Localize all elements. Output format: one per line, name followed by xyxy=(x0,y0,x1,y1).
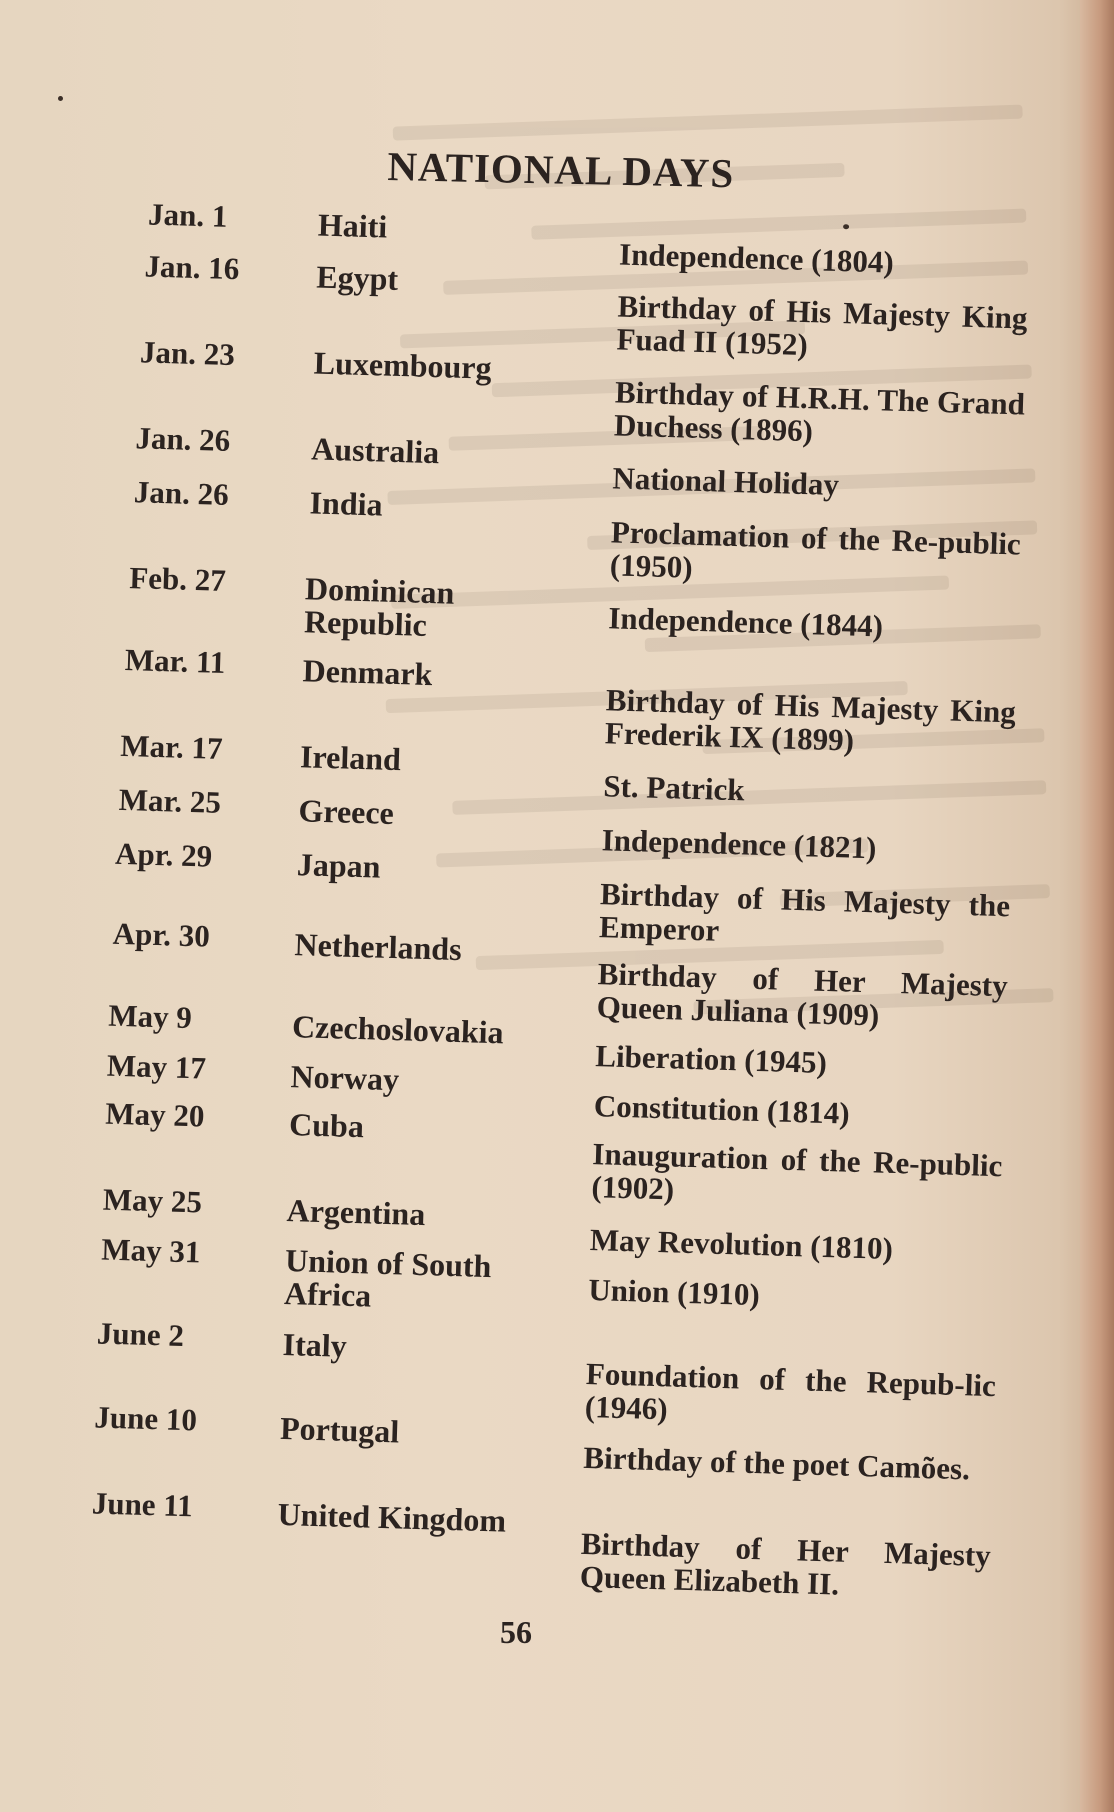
row-country: India xyxy=(309,484,384,523)
row-occasion: Liberation (1945) xyxy=(594,1038,828,1080)
row-country: Portugal xyxy=(279,1409,400,1450)
row-date: May 17 xyxy=(106,1047,207,1086)
row-country: Norway xyxy=(290,1058,400,1098)
row-occasion: Independence (1804) xyxy=(618,236,895,280)
row-occasion: May Revolution (1810) xyxy=(589,1222,894,1267)
row-date: Mar. 11 xyxy=(124,641,226,680)
row-occasion: Constitution (1814) xyxy=(593,1088,851,1131)
row-occasion: Independence (1844) xyxy=(607,600,884,644)
row-country: Cuba xyxy=(288,1106,365,1145)
row-occasion: Inauguration of the Re-public (1902) xyxy=(590,1136,1003,1207)
row-occasion: Union (1910) xyxy=(587,1272,761,1313)
row-country: Ireland xyxy=(299,738,402,778)
row-country: Haiti xyxy=(317,206,388,245)
ink-speck xyxy=(843,224,849,229)
row-occasion: St. Patrick xyxy=(602,768,746,808)
row-country: Greece xyxy=(298,792,395,832)
row-occasion: Birthday of Her Majesty Queen Elizabeth II. xyxy=(579,1525,992,1602)
row-occasion: Birthday of H.R.H. The Grand Duchess (1896) xyxy=(613,374,1026,449)
row-occasion: Birthday of His Majesty the Emperor xyxy=(598,876,1011,948)
row-country: Union of South Africa xyxy=(283,1242,492,1314)
row-date: Feb. 27 xyxy=(128,560,227,598)
row-occasion: National Holiday xyxy=(612,460,840,503)
row-country: Denmark xyxy=(302,652,433,693)
row-date: May 20 xyxy=(104,1095,205,1134)
row-occasion: Birthday of His Majesty King Frederik IX (1899) xyxy=(604,682,1017,758)
row-date: June 2 xyxy=(96,1315,185,1354)
row-date: Apr. 30 xyxy=(112,915,211,954)
row-date: Mar. 25 xyxy=(118,781,222,820)
row-date: May 25 xyxy=(102,1181,203,1220)
row-country: Japan xyxy=(296,846,382,885)
row-date: May 31 xyxy=(100,1231,201,1270)
row-occasion: Birthday of Her Majesty Queen Juliana (1909) xyxy=(596,956,1009,1033)
row-date: Apr. 29 xyxy=(114,835,213,874)
row-occasion: Birthday of His Majesty King Fuad II (1952) xyxy=(616,288,1028,363)
row-date: May 9 xyxy=(107,997,193,1036)
row-occasion: Foundation of the Repub-lic (1946) xyxy=(584,1355,997,1427)
row-date: Jan. 23 xyxy=(139,334,236,373)
row-occasion: Proclamation of the Re-public (1950) xyxy=(609,514,1022,585)
row-country: United Kingdom xyxy=(277,1495,507,1539)
row-country: Luxembourg xyxy=(313,344,493,386)
row-country: Dominican Republic xyxy=(303,570,455,643)
row-date: June 10 xyxy=(93,1399,198,1438)
row-date: Mar. 17 xyxy=(119,727,224,766)
row-country: Australia xyxy=(310,430,440,471)
row-date: Jan. 26 xyxy=(133,474,230,512)
row-date: Jan. 16 xyxy=(144,248,240,287)
row-country: Argentina xyxy=(286,1192,426,1233)
row-country: Netherlands xyxy=(294,926,463,968)
row-date: Jan. 26 xyxy=(135,420,231,459)
page-number: 56 xyxy=(500,1614,532,1650)
page-title: NATIONAL DAYS xyxy=(387,142,735,197)
row-date: June 11 xyxy=(91,1485,194,1524)
row-occasion: Independence (1821) xyxy=(601,822,877,866)
row-occasion: Birthday of the poet Camões. xyxy=(582,1439,971,1487)
row-date: Jan. 1 xyxy=(147,196,228,234)
row-country: Czechoslovakia xyxy=(291,1008,505,1051)
row-country: Egypt xyxy=(315,258,399,297)
row-country: Italy xyxy=(282,1325,348,1364)
